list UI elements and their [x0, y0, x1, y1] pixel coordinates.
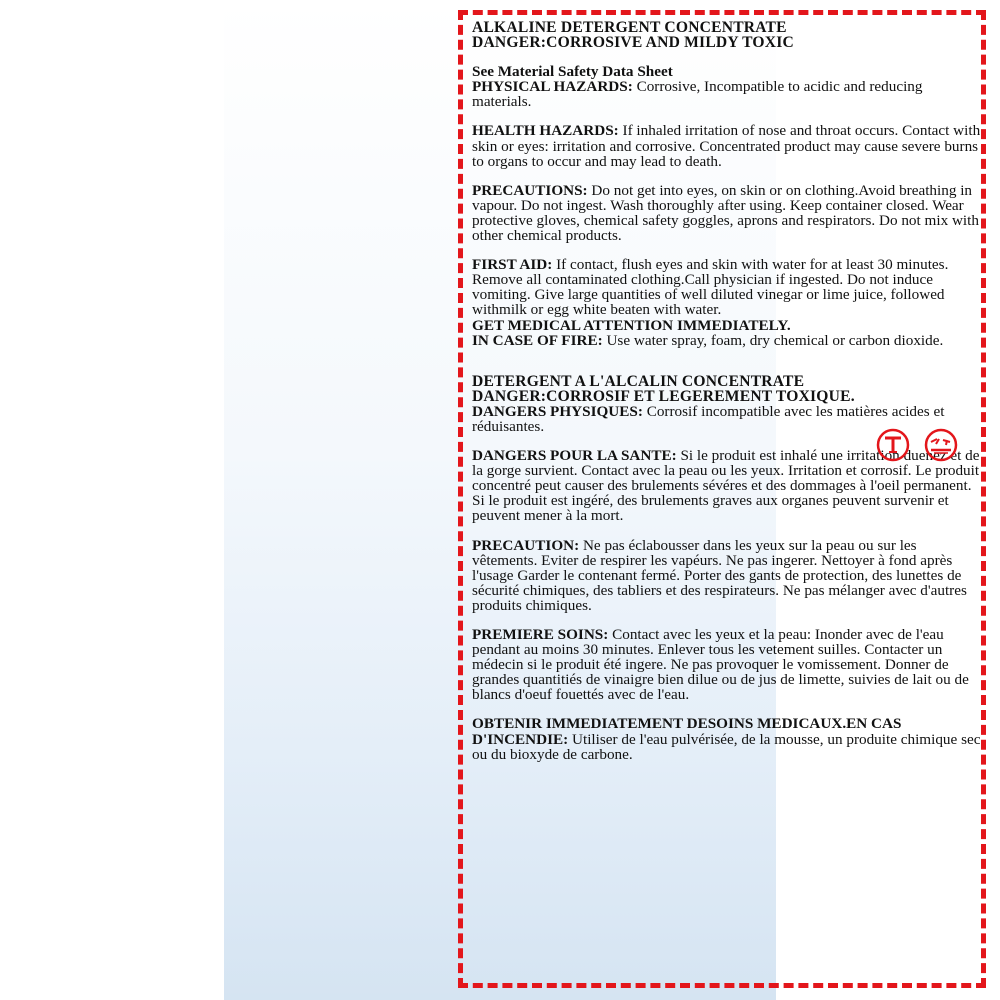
- product-label: [224, 0, 981, 1000]
- english-medical-attention: GET MEDICAL ATTENTION IMMEDIATELY.: [472, 316, 791, 334]
- french-physical-hazards: DANGERS PHYSIQUES: Corrosif incompatible avec les matières acides et réduisantes.: [472, 402, 945, 435]
- english-health-hazards: HEALTH HAZARDS: If inhaled irritation of nose and throat occurs. Contact with skin or eyes: irritation and corrosive. Concentrated product may cause severe burns to organs to occur and may lead to death.: [472, 122, 981, 170]
- french-first-aid: PREMIERE SOINS: Contact avec les yeux et la peau: Inonder avec de l'eau pendant au moins 30 minutes. Enlever tous les vetement suilles. Contacter un médecin si le produit été ingere. Ne pas provoquer le vomissement. Donner de grandes quantitiés de vinaigre bien dilue ou de jus de limette, suivies de lait ou de blancs d'oeuf fouettés avec de l'eau.: [472, 626, 969, 704]
- french-title-line2: DANGER:CORROSIF ET LEGEREMENT TOXIQUE.: [472, 387, 855, 405]
- english-first-aid: FIRST AID: If contact, flush eyes and skin with water for at least 30 minutes. Remove all contaminated clothing.Call physician if ingested. Do not induce vomiting. Give large quantities of well diluted vinegar or lime juice, followed withmilk or egg white beaten with water.: [472, 256, 949, 319]
- toxic-symbol-icon: [876, 428, 910, 462]
- french-medical-fire: OBTENIR IMMEDIATEMENT DESOINS MEDICAUX.EN CAS D'INCENDIE: Utiliser de l'eau pulvérisée, de la mousse, un produite chimique sec ou du bioxyde de carbone.: [472, 715, 981, 763]
- english-title-line1: ALKALINE DETERGENT CONCENTRATE: [472, 19, 787, 36]
- msds-note: See Material Safety Data Sheet: [472, 63, 673, 81]
- english-precautions: PRECAUTIONS: Do not get into eyes, on skin or on clothing.Avoid breathing in vapour. Do not ingest. Wash thoroughly after using. Keep container closed. Wear protective gloves, chemical safety goggles, aprons and respirators. Do not mix with other chemical products.: [472, 181, 979, 245]
- french-precaution: PRECAUTION: Ne pas éclabousser dans les yeux sur la peau ou sur les vêtements. Eviter de respirer les vapéurs. Ne pas ingerer. Nettoyer à fond après l'usage Garder le contenant fermé. Porter des gants de protection, des lunettes de sécurité chimiques, des tabliers et des respirateurs. Ne pas mélanger avec d'autres produits chimiques.: [472, 536, 967, 614]
- hazard-symbols: [876, 428, 974, 464]
- english-fire: IN CASE OF FIRE: Use water spray, foam, dry chemical or carbon dioxide.: [472, 331, 944, 349]
- french-health-hazards: DANGERS POUR LA SANTE: Si le produit est inhalé une irritation duenez et de la gorge survient. Contact avec la peau ou les yeux. Irritation et corrosif. Le produit concentré peut causer des brulements sévéres et des dommages à l'oeil permanent. Si le produit est ingéré, des brulements graves aux organes peuvent survenir et peuvent mener à la mort.: [472, 447, 980, 525]
- corrosive-symbol-icon: [924, 428, 958, 462]
- label-text: [472, 20, 984, 762]
- english-title-line2: DANGER:CORROSIVE AND MILDY TOXIC: [472, 34, 794, 52]
- english-physical-hazards: PHYSICAL HAZARDS: Corrosive, Incompatible to acidic and reducing materials.: [472, 78, 923, 111]
- french-title-line1: DETERGENT A L'ALCALIN CONCENTRATE: [472, 372, 805, 390]
